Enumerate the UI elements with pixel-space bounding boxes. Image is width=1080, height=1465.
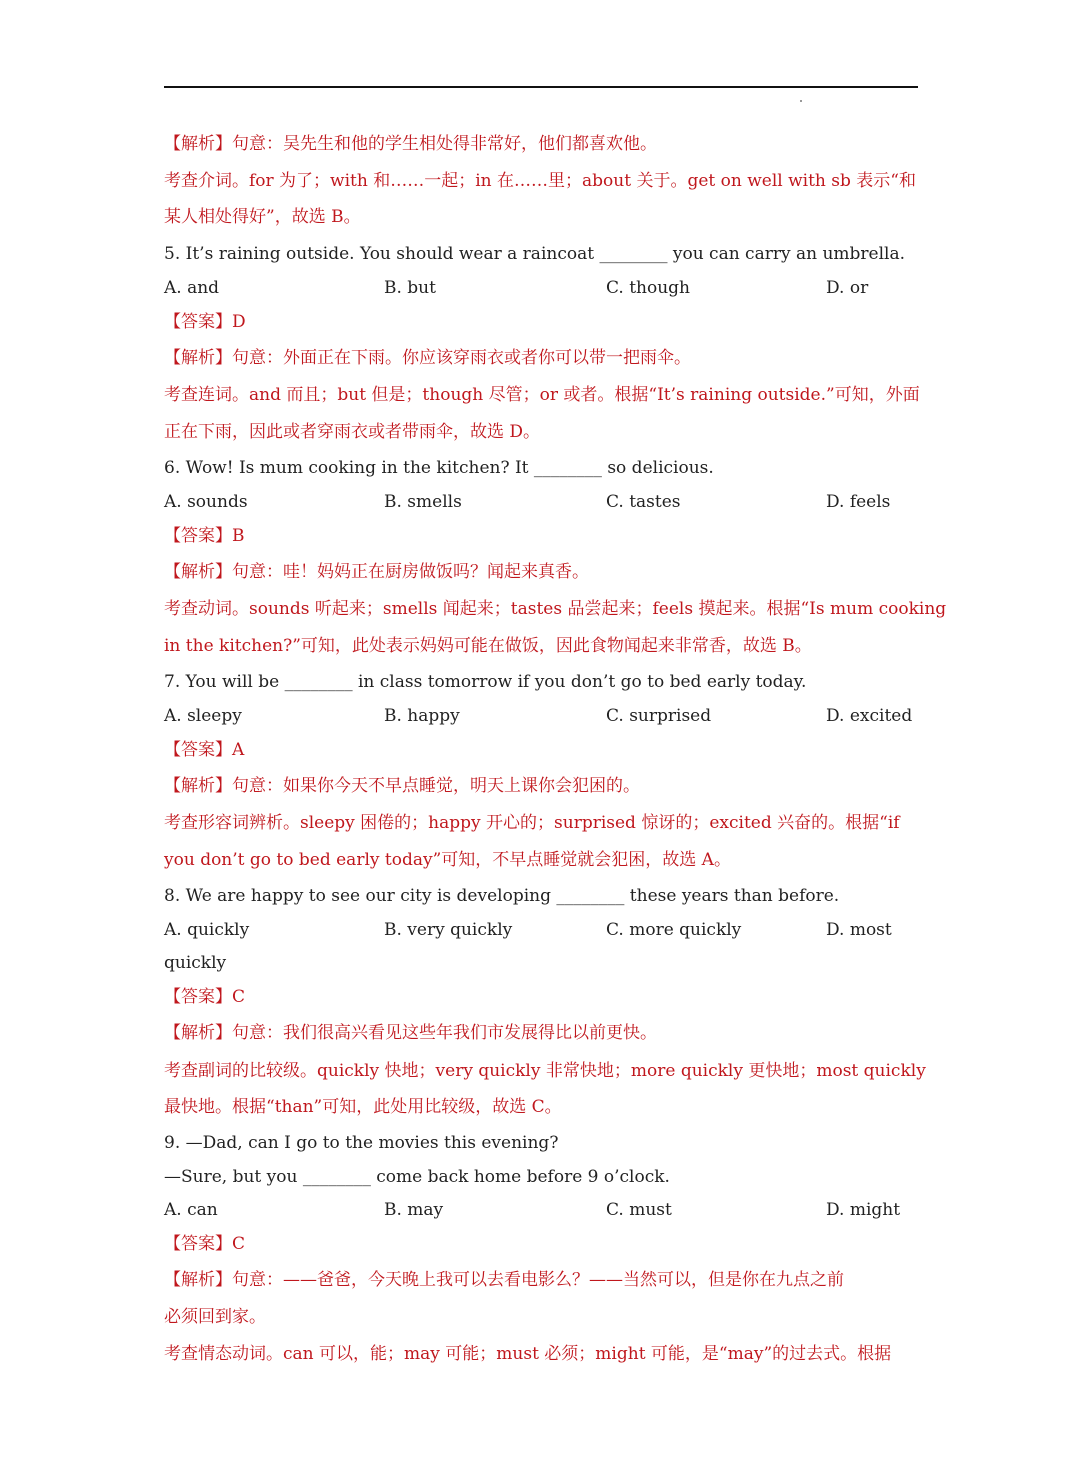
q9-question-line2: —Sure, but you ________ come back home before 9 o’clock. (164, 1167, 670, 1187)
q6-option-a: A. sounds (164, 492, 248, 512)
q8-option-c: C. more quickly (606, 920, 742, 940)
q8-option-d-wrap: quickly (164, 953, 227, 973)
q5-answer: 【答案】D (164, 312, 246, 332)
q9-option-c: C. must (606, 1200, 672, 1220)
q6-option-d: D. feels (826, 492, 891, 512)
q6-analysis-line2: 考查动词。sounds 听起来；smells 闻起来；tastes 品尝起来；feels 摸起来。根据“Is mum cooking (164, 599, 947, 619)
q9-option-d: D. might (826, 1200, 901, 1220)
q9-answer: 【答案】C (164, 1234, 246, 1254)
q4-analysis-line2: 考查介词。for 为了；with 和……一起；in 在……里；about 关于。get on well with sb 表示“和 (164, 171, 916, 191)
q8-question: 8. We are happy to see our city is developing ________ these years than before. (164, 886, 840, 906)
q5-question: 5. It’s raining outside. You should wear a raincoat ________ you can carry an umbrella. (164, 244, 906, 264)
q5-analysis-line1: 【解析】句意：外面正在下雨。你应该穿雨衣或者你可以带一把雨伞。 (164, 348, 691, 368)
q5-analysis-line2: 考查连词。and 而且；but 但是；though 尽管；or 或者。根据“It’s raining outside.”可知，外面 (164, 385, 920, 405)
q8-answer: 【答案】C (164, 987, 246, 1007)
q5-option-d: D. or (826, 278, 869, 298)
q7-answer: 【答案】A (164, 740, 245, 760)
q8-analysis-line1: 【解析】句意：我们很高兴看见这些年我们市发展得比以前更快。 (164, 1023, 657, 1043)
q5-analysis-line3: 正在下雨，因此或者穿雨衣或者带雨伞，故选 D。 (164, 422, 541, 442)
q9-analysis-line2: 必须回到家。 (164, 1307, 266, 1327)
q8-analysis-line3: 最快地。根据“than”可知，此处用比较级，故选 C。 (164, 1097, 562, 1117)
q7-option-d: D. excited (826, 706, 913, 726)
q7-analysis-line1: 【解析】句意：如果你今天不早点睡觉，明天上课你会犯困的。 (164, 776, 640, 796)
q9-option-a: A. can (164, 1200, 218, 1220)
q4-analysis-line1: 【解析】句意：吴先生和他的学生相处得非常好，他们都喜欢他。 (164, 134, 657, 154)
q4-analysis-line3: 某人相处得好”，故选 B。 (164, 207, 361, 227)
q9-question-line1: 9. —Dad, can I go to the movies this evening? (164, 1133, 559, 1153)
q9-option-b: B. may (384, 1200, 444, 1220)
q6-option-b: B. smells (384, 492, 462, 512)
q6-question: 6. Wow! Is mum cooking in the kitchen? It ________ so delicious. (164, 458, 714, 478)
q5-option-b: B. but (384, 278, 436, 298)
q9-analysis-line3: 考查情态动词。can 可以，能；may 可能；must 必须；might 可能，是“may”的过去式。根据 (164, 1344, 892, 1364)
q8-option-a: A. quickly (164, 920, 250, 940)
q7-option-c: C. surprised (606, 706, 712, 726)
q9-analysis-line1: 【解析】句意：——爸爸，今天晚上我可以去看电影么？——当然可以，但是你在九点之前 (164, 1270, 844, 1290)
q8-option-d: D. most (826, 920, 892, 940)
q7-option-a: A. sleepy (164, 706, 242, 726)
q6-option-c: C. tastes (606, 492, 681, 512)
q7-analysis-line2: 考查形容词辨析。sleepy 困倦的；happy 开心的；surprised 惊讶的；excited 兴奋的。根据“if (164, 813, 900, 833)
q6-analysis-line1: 【解析】句意：哇！妈妈正在厨房做饭吗？闻起来真香。 (164, 562, 589, 582)
q8-option-b: B. very quickly (384, 920, 513, 940)
q8-analysis-line2: 考查副词的比较级。quickly 快地；very quickly 非常快地；more quickly 更快地；most quickly (164, 1061, 926, 1081)
q7-question: 7. You will be ________ in class tomorrow if you don’t go to bed early today. (164, 672, 807, 692)
header-rule (164, 86, 918, 88)
q7-analysis-line3: you don’t go to bed early today”可知，不早点睡觉就会犯困，故选 A。 (164, 850, 731, 870)
q5-option-a: A. and (164, 278, 220, 298)
q6-analysis-line3: in the kitchen?”可知，此处表示妈妈可能在做饭，因此食物闻起来非常香，故选 B。 (164, 636, 812, 656)
q5-option-c: C. though (606, 278, 691, 298)
q7-option-b: B. happy (384, 706, 460, 726)
q6-answer: 【答案】B (164, 526, 245, 546)
scan-dot (800, 100, 802, 102)
